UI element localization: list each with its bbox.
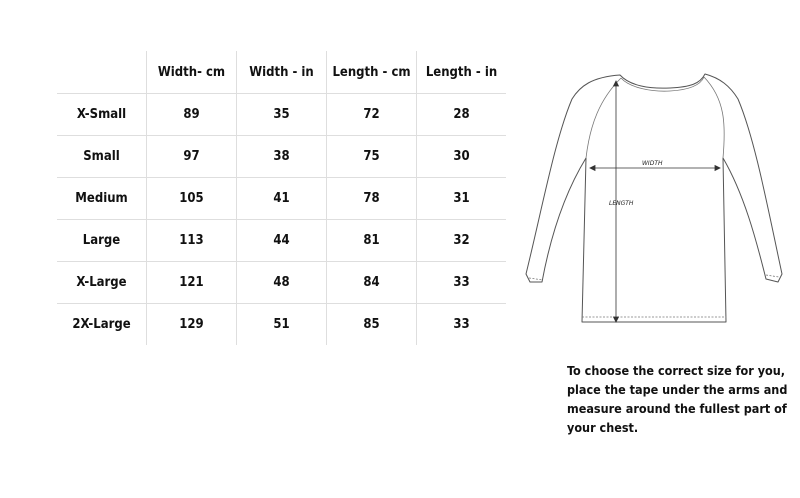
header-cell-length-cm: Length - cm <box>327 51 417 94</box>
header-cell-size <box>57 51 147 94</box>
width-cm-cell: 121 <box>147 262 237 304</box>
size-chart-table <box>57 51 506 345</box>
length-label: LENGTH <box>609 200 634 207</box>
size-label: X-Small <box>57 94 147 136</box>
width-in-cell: 48 <box>237 262 327 304</box>
width-in-cell: 41 <box>237 178 327 220</box>
width-in-cell: 51 <box>237 304 327 346</box>
width-cm-cell: 129 <box>147 304 237 346</box>
length-cm-cell: 81 <box>327 220 417 262</box>
length-in-cell: 30 <box>417 136 507 178</box>
table-header-row <box>57 51 506 94</box>
shirt-outline <box>526 74 782 322</box>
length-cm-cell: 75 <box>327 136 417 178</box>
header-cell-width-in: Width - in <box>237 51 327 94</box>
header-cell-width-cm: Width- cm <box>147 51 237 94</box>
length-cm-cell: 78 <box>327 178 417 220</box>
width-cm-cell: 97 <box>147 136 237 178</box>
width-cm-cell: 113 <box>147 220 237 262</box>
size-label: X-Large <box>57 262 147 304</box>
length-in-cell: 28 <box>417 94 507 136</box>
length-cm-cell: 84 <box>327 262 417 304</box>
width-in-cell: 38 <box>237 136 327 178</box>
instruction-line: measure around the fullest part of <box>567 401 787 416</box>
size-label: 2X-Large <box>72 317 131 332</box>
width-in-cell: 35 <box>237 94 327 136</box>
table-row <box>57 304 506 346</box>
instruction-line: your chest. <box>567 420 639 435</box>
table-row <box>57 136 506 178</box>
table-row <box>57 262 506 304</box>
instruction-line: place the tape under the arms and <box>567 382 788 397</box>
length-in-cell: 32 <box>417 220 507 262</box>
width-in-cell: 44 <box>237 220 327 262</box>
table-row <box>57 220 506 262</box>
length-cm-cell: 85 <box>327 304 417 346</box>
width-cm-cell: 105 <box>147 178 237 220</box>
width-label: WIDTH <box>642 160 663 167</box>
header-cell-length-in: Length - in <box>417 51 507 94</box>
size-label: Small <box>57 136 147 178</box>
table-row <box>57 94 506 136</box>
measurement-instructions <box>567 361 797 437</box>
length-in-cell: 33 <box>417 304 507 346</box>
size-label: Large <box>57 220 147 262</box>
instruction-line: To choose the correct size for you, <box>567 363 786 378</box>
table-row <box>57 178 506 220</box>
length-cm-cell: 72 <box>327 94 417 136</box>
size-label: Medium <box>57 178 147 220</box>
length-in-cell: 31 <box>417 178 507 220</box>
shirt-measurement-diagram <box>520 64 790 334</box>
width-cm-cell: 89 <box>147 94 237 136</box>
length-in-cell: 33 <box>417 262 507 304</box>
